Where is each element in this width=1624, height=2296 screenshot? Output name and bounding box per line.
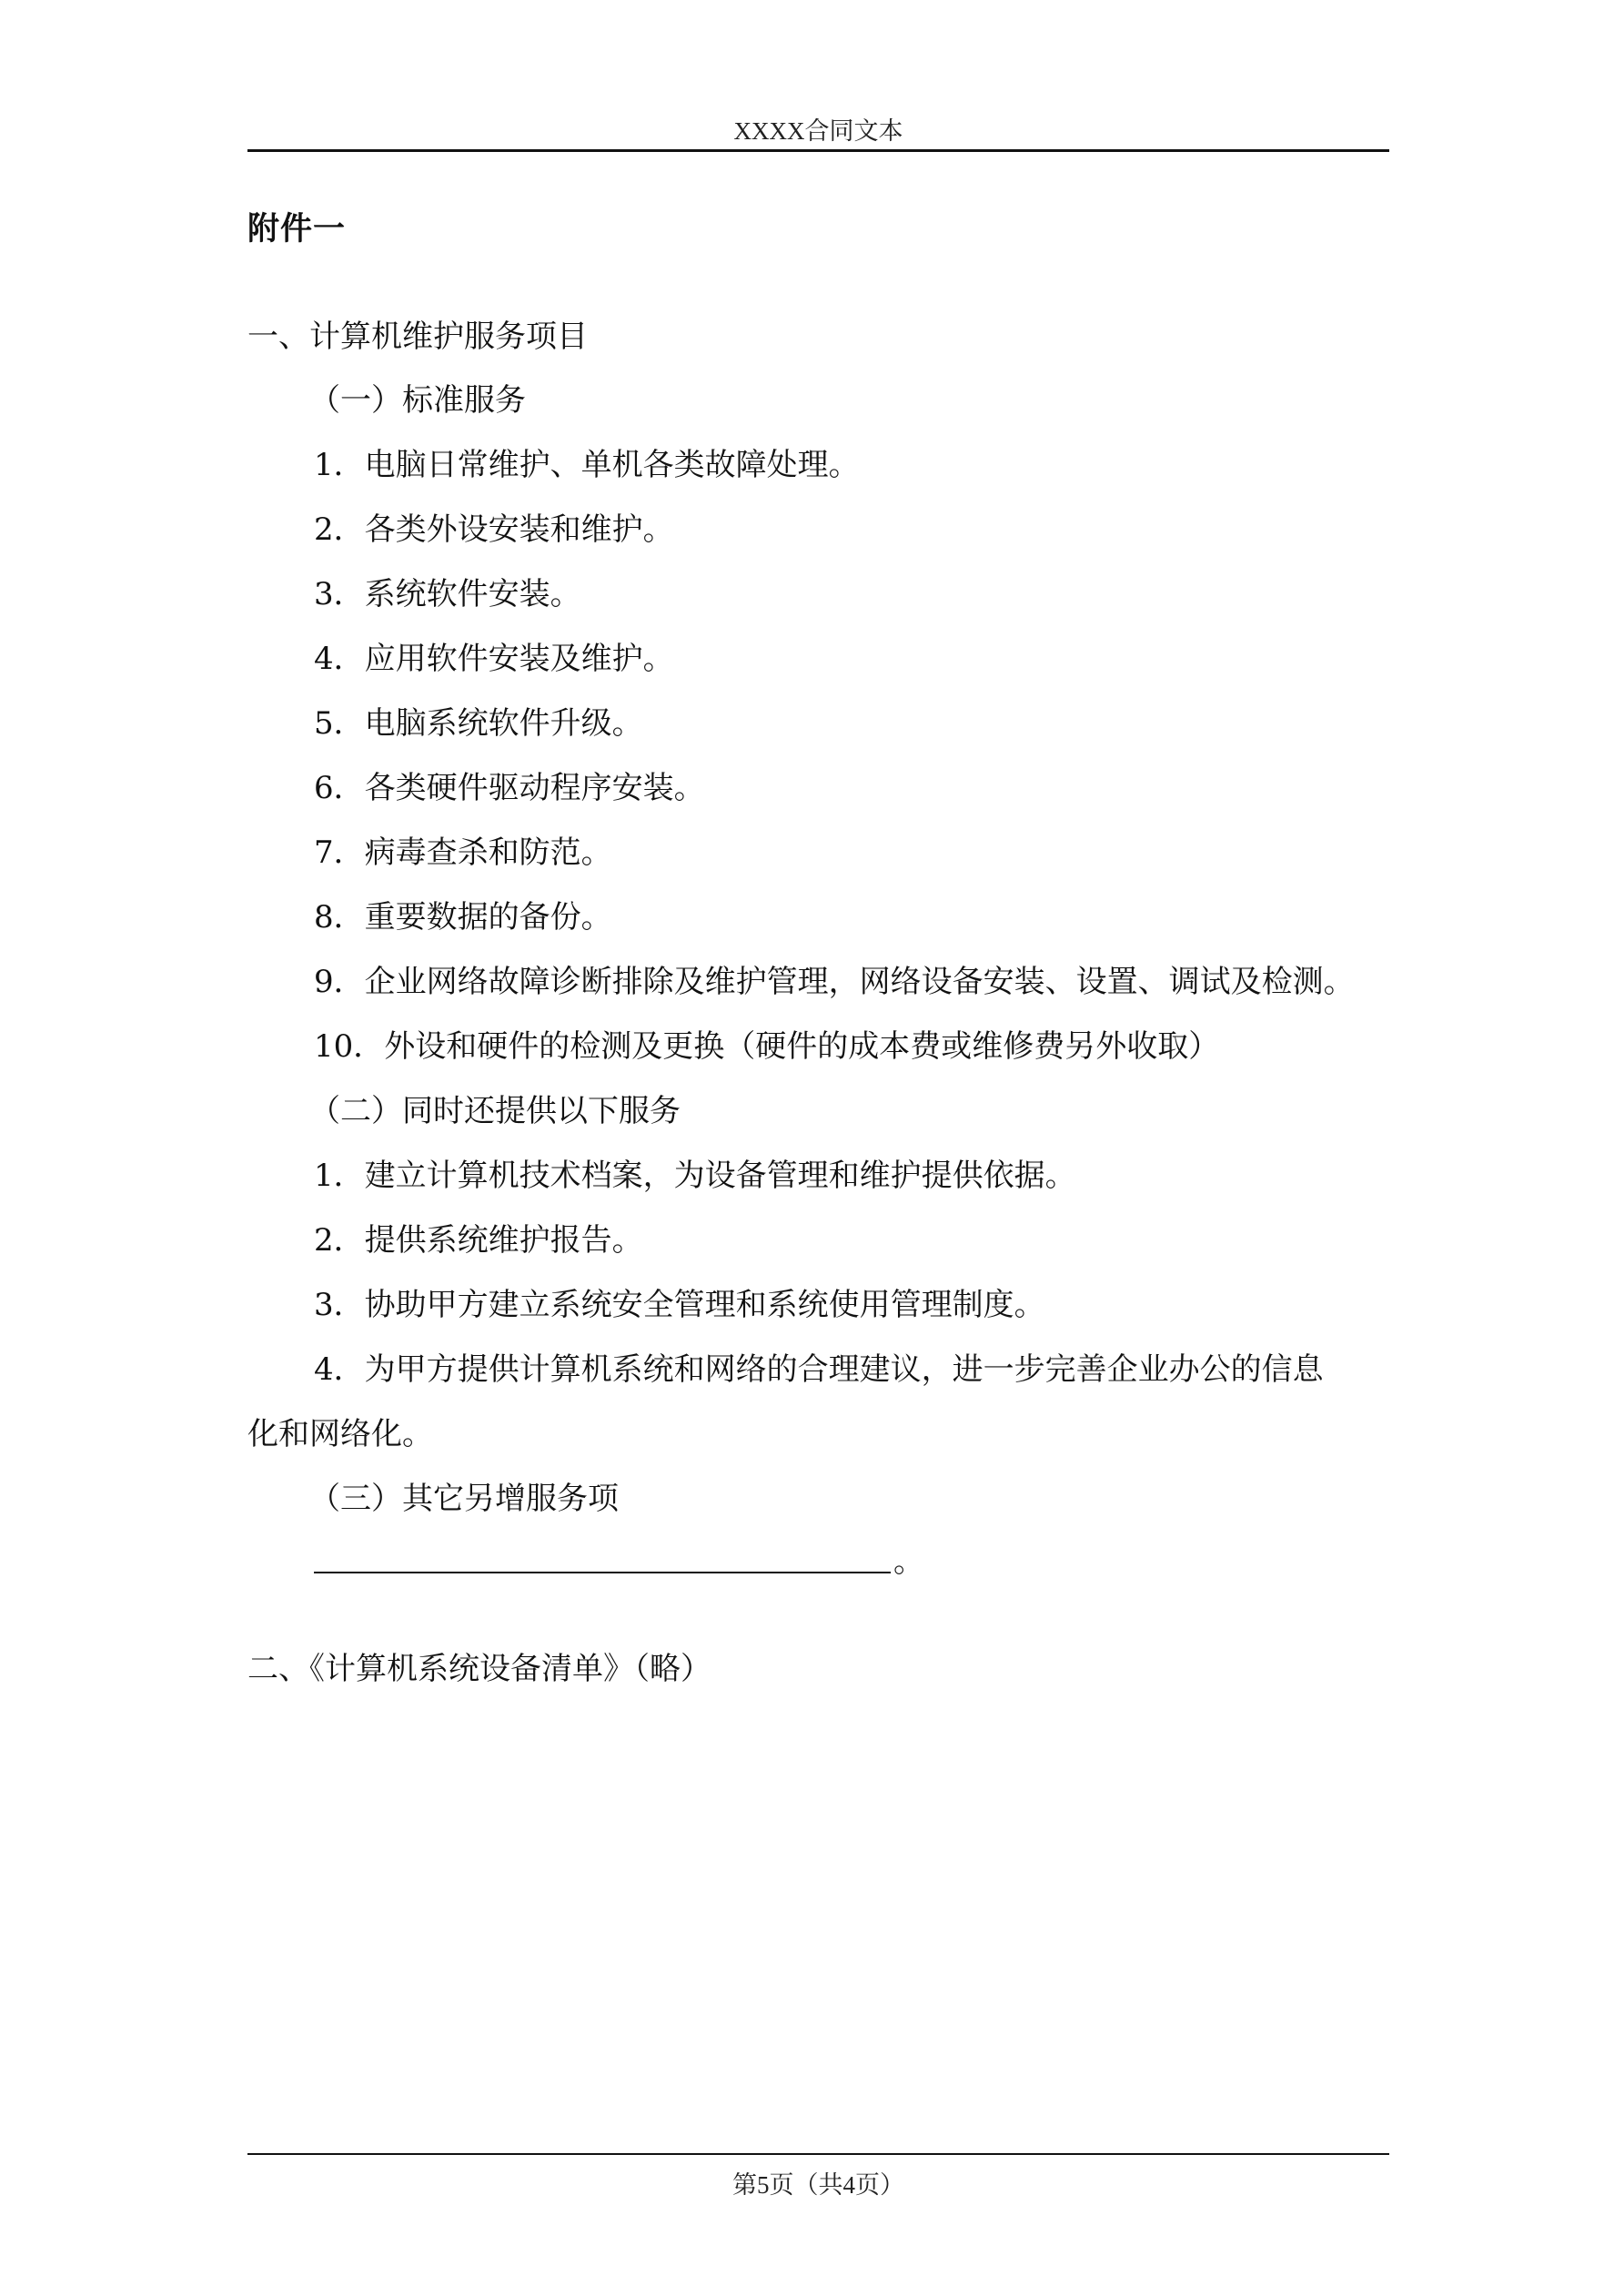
list-item: 10．外设和硬件的检测及更换（硬件的成本费或维修费另外收取） xyxy=(314,1028,1220,1065)
list-item: 4．应用软件安装及维护。 xyxy=(314,641,674,677)
attachment-title: 附件一 xyxy=(247,211,347,248)
list-item: 3．系统软件安装。 xyxy=(314,576,581,612)
list-item: 2．提供系统维护报告。 xyxy=(314,1222,643,1259)
list-item: 5．电脑系统软件升级。 xyxy=(314,705,643,742)
subsection-heading-standard-services: （一）标准服务 xyxy=(309,382,526,419)
list-item: 2．各类外设安装和维护。 xyxy=(314,511,674,548)
list-item: 1．建立计算机技术档案，为设备管理和维护提供依据。 xyxy=(314,1158,1076,1194)
list-item-continuation: 化和网络化。 xyxy=(247,1416,433,1452)
page-footer: 第5页（共4页） xyxy=(732,2171,904,2199)
section-heading-1: 一、计算机维护服务项目 xyxy=(247,319,588,355)
list-item: 6．各类硬件驱动程序安装。 xyxy=(314,770,705,806)
list-item: 1．电脑日常维护、单机各类故障处理。 xyxy=(314,447,860,483)
list-item: 7．病毒查杀和防范。 xyxy=(314,834,612,871)
list-item: 9．企业网络故障诊断排除及维护管理，网络设备安装、设置、调试及检测。 xyxy=(314,964,1355,1000)
section-heading-2: 二、《计算机系统设备清单》（略） xyxy=(247,1651,711,1687)
list-item: 8．重要数据的备份。 xyxy=(314,899,612,936)
list-item: 3．协助甲方建立系统安全管理和系统使用管理制度。 xyxy=(314,1287,1045,1323)
fill-in-blank xyxy=(314,1572,891,1573)
blank-period: 。 xyxy=(893,1543,924,1580)
page-header: XXXX合同文本 xyxy=(733,117,903,145)
header-rule xyxy=(247,149,1389,152)
subsection-heading-additional-services: （二）同时还提供以下服务 xyxy=(309,1093,681,1129)
subsection-heading-other-services: （三）其它另增服务项 xyxy=(309,1481,619,1517)
list-item: 4．为甲方提供计算机系统和网络的合理建议，进一步完善企业办公的信息 xyxy=(314,1351,1324,1388)
footer-rule xyxy=(247,2153,1389,2155)
